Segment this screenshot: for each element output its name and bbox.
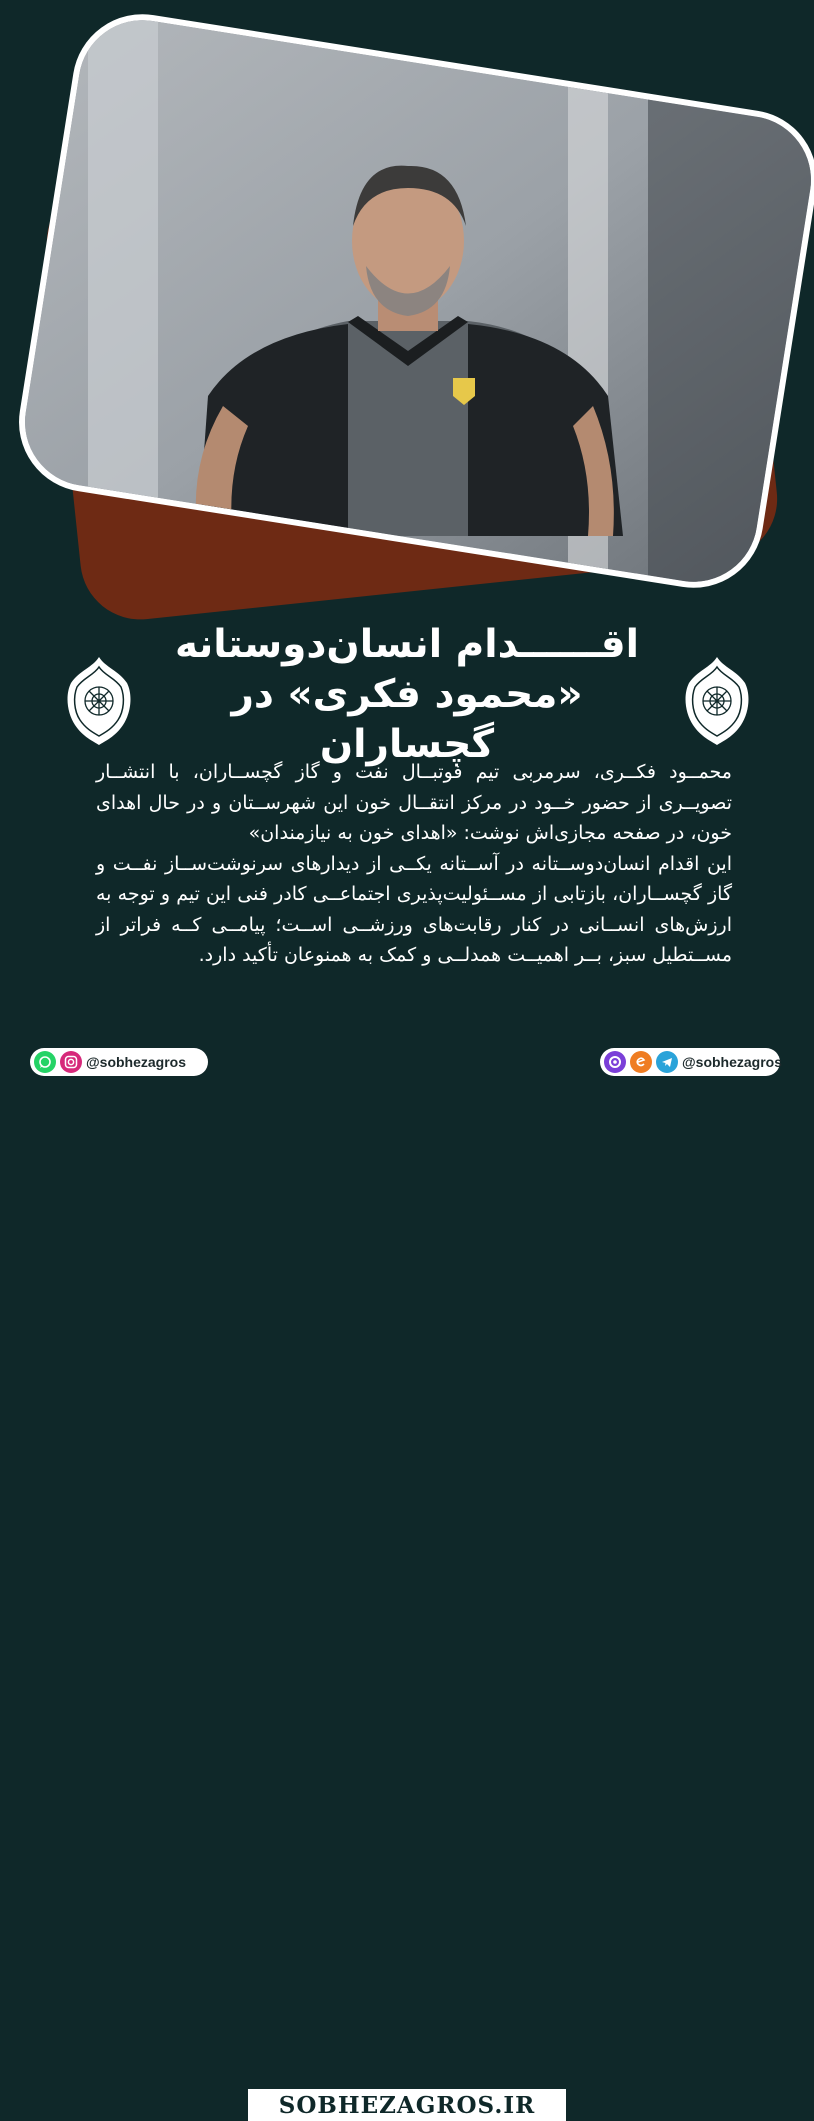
telegram-icon[interactable]: [656, 1051, 678, 1073]
headline: [170, 620, 644, 770]
footer-bar: [0, 1044, 814, 2119]
handle-text-right: @sobhezagros: [682, 1054, 783, 1070]
ornament-left-icon: [67, 655, 131, 747]
article-paragraph-2: این اقدام انسان‌دوســتانه در آســتانه یکــی از دیدارهای سرنوشت‌ســاز نفــت و گاز گچســاران، بازتابی از مســئولیت‌پذیری اجتماعــی کادر فنی این تیم و توجه به ارزش‌های انســانی در کنار رقابت‌های ورزشــی اســت؛ پیامــی کــه فراتر از مســتطیل سبز، بــر اهمیــت همدلــی و کمک به همنوعان تأکید دارد.: [96, 852, 732, 966]
hero-photo-area: [0, 0, 814, 620]
article-paragraph-1: محمــود فکــری، سرمربی تیم فوتبــال نفت و گاز گچســاران، با انتشــار تصویــری از حضور خــود در مرکز انتقــال خون این شهرســتان و در حال اهدای خون، در صفحه مجازی‌اش نوشت: «اهدای خون به نیازمندان»: [96, 761, 732, 844]
rubika-icon[interactable]: [604, 1051, 626, 1073]
headline-line-1: اقــــــدام انسان‌دوستانه: [174, 622, 640, 667]
ornament-right-icon: [685, 655, 749, 747]
article-body: [96, 757, 732, 971]
eitaa-icon[interactable]: [630, 1051, 652, 1073]
social-handle-right[interactable]: [600, 1048, 783, 1076]
headline-line-2: «محمود فکری» در گچساران: [231, 671, 583, 767]
social-handle-left[interactable]: [30, 1048, 208, 1076]
website-url[interactable]: SOBHEZAGROS.IR: [248, 2089, 566, 2121]
instagram-icon[interactable]: [60, 1051, 82, 1073]
handle-text-left: @sobhezagros: [86, 1054, 187, 1070]
whatsapp-icon[interactable]: [34, 1051, 56, 1073]
